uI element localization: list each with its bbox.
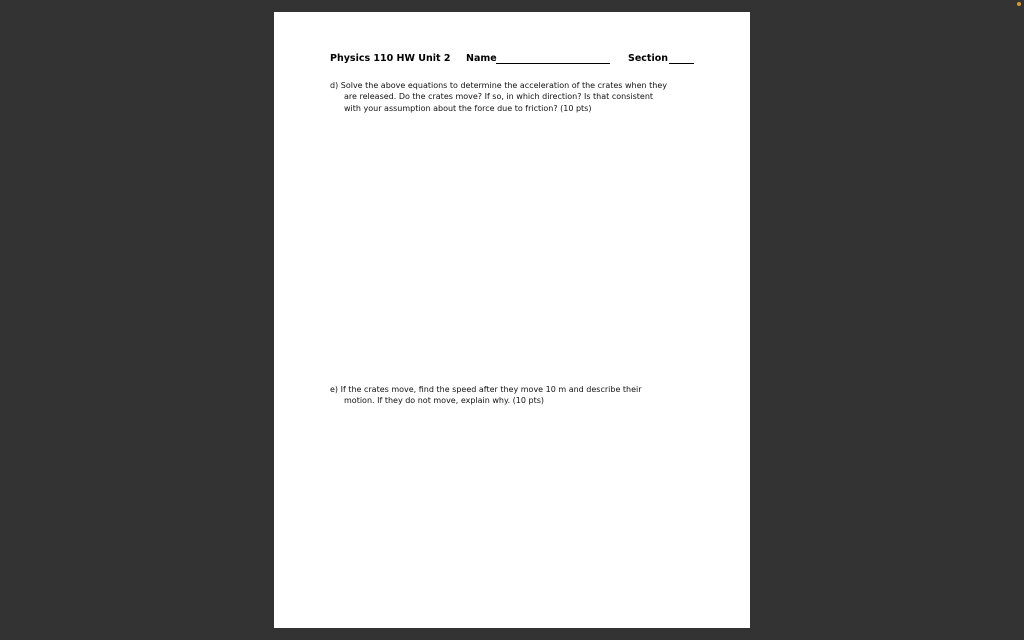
section-label: Section	[628, 53, 669, 64]
name-blank-line	[496, 63, 610, 64]
document-page[interactable]	[274, 12, 750, 628]
header-title: Physics 110 HW Unit 2	[330, 53, 451, 64]
name-label: Name	[466, 53, 497, 64]
question-e-line: e) If the crates move, find the speed after they move 10 m and describe their	[330, 385, 642, 394]
question-d	[330, 80, 700, 114]
question-d-line: are released. Do the crates move? If so, in which direction? Is that consistent	[344, 92, 654, 102]
status-indicator-dot	[1017, 2, 1021, 6]
question-d-line: d) Solve the above equations to determine the acceleration of the crates when they	[330, 81, 668, 90]
page-header	[274, 53, 750, 67]
question-d-line: with your assumption about the force due to friction? (10 pts)	[344, 103, 592, 113]
question-e-line: motion. If they do not move, explain why. (10 pts)	[344, 396, 545, 406]
question-e	[330, 384, 700, 407]
section-blank-line	[669, 63, 694, 64]
